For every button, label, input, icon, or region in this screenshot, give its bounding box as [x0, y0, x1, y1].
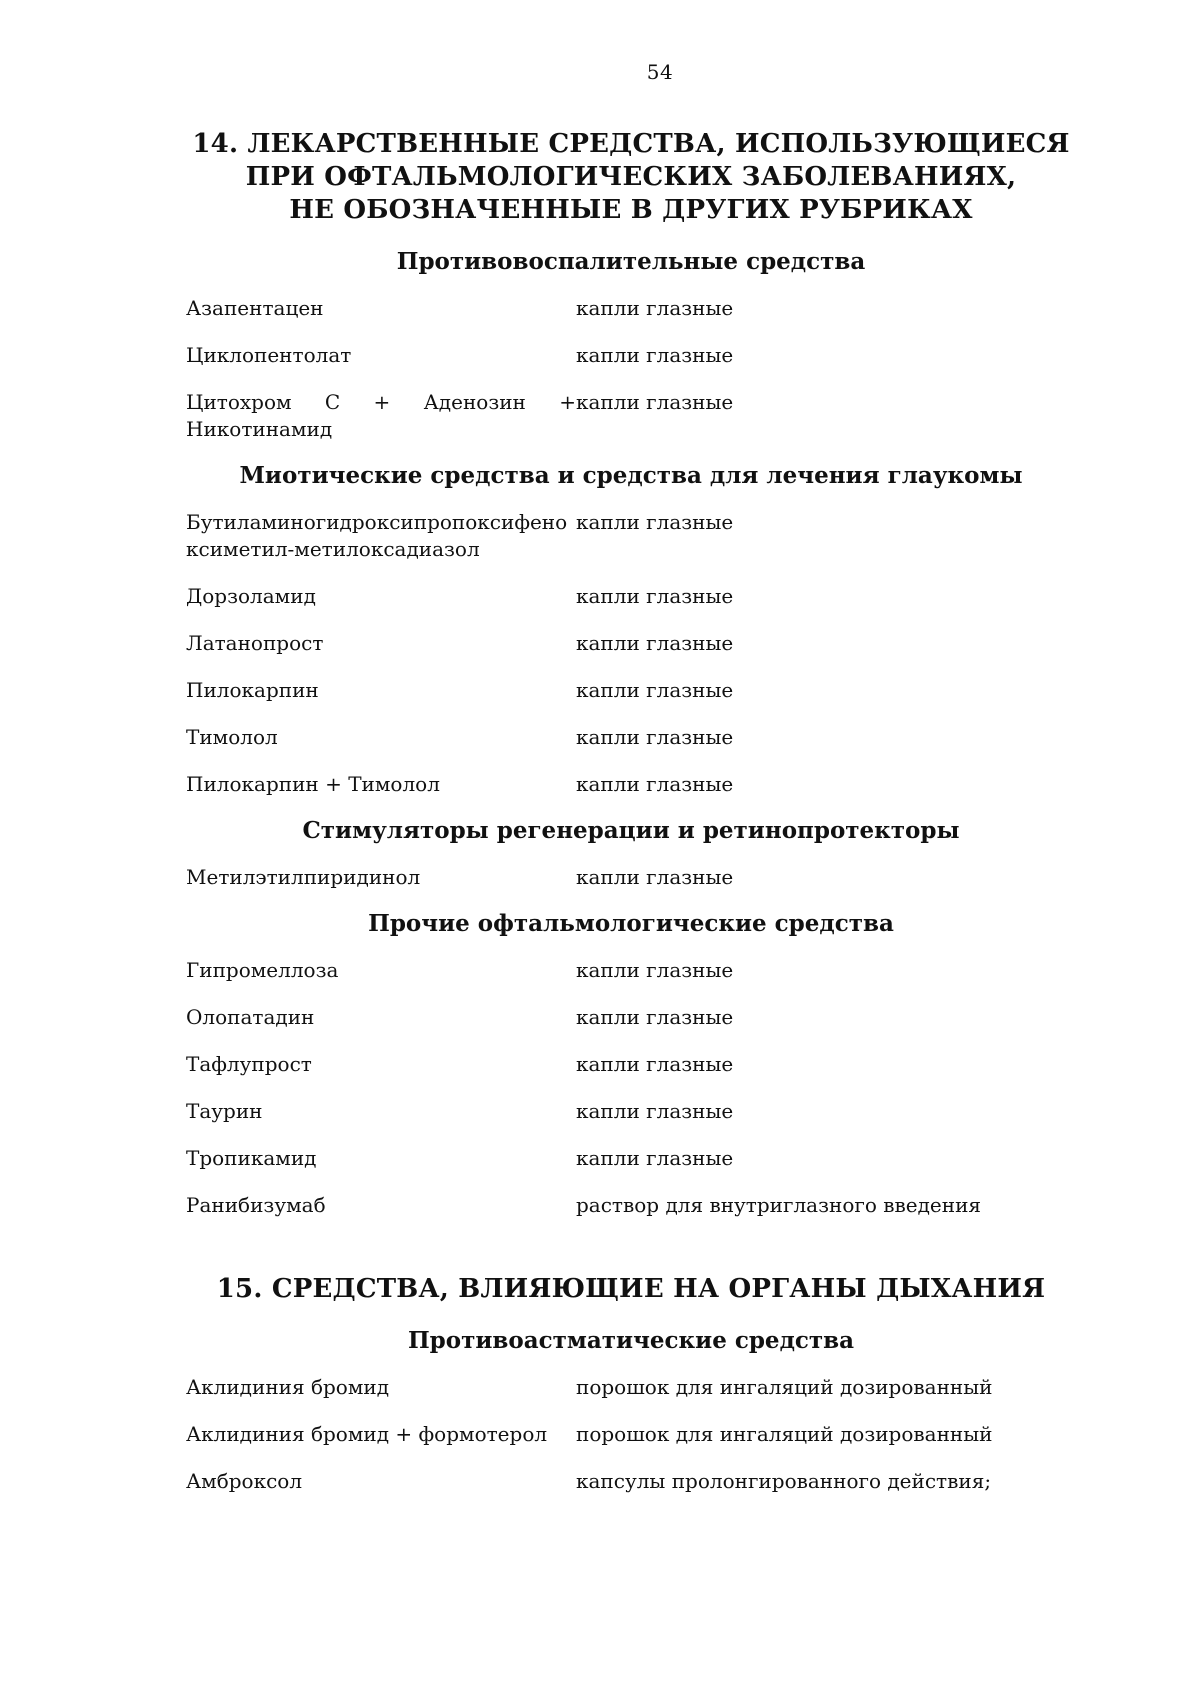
drug-entry: [186, 864, 1076, 891]
drug-name: Тропикамид: [186, 1146, 317, 1170]
drug-entry: [186, 1421, 1076, 1448]
chapter-title-line: ПРИ ОФТАЛЬМОЛОГИЧЕСКИХ ЗАБОЛЕВАНИЯХ,: [245, 162, 1017, 192]
drug-form: капли глазные: [576, 772, 734, 796]
drug-name: Латанопрост: [186, 631, 324, 655]
chapter-title: [186, 128, 1076, 227]
drug-form: порошок для ингаляций дозированный: [576, 1375, 993, 1399]
drug-entry: [186, 771, 1076, 798]
drug-name: Тимолол: [186, 725, 278, 749]
drug-entry: [186, 389, 1076, 443]
drug-name: Азапентацен: [186, 296, 324, 320]
drug-form: капли глазные: [576, 958, 734, 982]
drug-entry: [186, 724, 1076, 751]
page-content: [186, 128, 1076, 1495]
drug-name: Дорзоламид: [186, 584, 316, 608]
drug-entry: [186, 1192, 1076, 1219]
section-title: Миотические средства и средства для лечения глаукомы: [239, 462, 1023, 489]
drug-entry: [186, 342, 1076, 369]
drug-entry: [186, 957, 1076, 984]
drug-form: капли глазные: [576, 631, 734, 655]
drug-name: Бутиламиногидроксипропоксифеноксиметил-метилоксадиазол: [186, 510, 568, 561]
drug-name: Олопатадин: [186, 1005, 315, 1029]
drug-entry: [186, 1004, 1076, 1031]
section-title: Противовоспалительные средства: [396, 248, 866, 275]
chapter-title-line: НЕ ОБОЗНАЧЕННЫЕ В ДРУГИХ РУБРИКАХ: [289, 195, 973, 225]
drug-form: капли глазные: [576, 1005, 734, 1029]
drug-form: раствор для внутриглазного введения: [576, 1193, 982, 1217]
drug-entry: [186, 1098, 1076, 1125]
drug-name: Аклидиния бромид: [186, 1375, 390, 1399]
chapter-title-line: 14. ЛЕКАРСТВЕННЫЕ СРЕДСТВА, ИСПОЛЬЗУЮЩИЕСЯ: [192, 129, 1070, 159]
drug-form: капли глазные: [576, 510, 734, 534]
chapter-title: [186, 1273, 1076, 1306]
drug-form: капли глазные: [576, 1146, 734, 1170]
drug-entry: [186, 295, 1076, 322]
drug-form: капли глазные: [576, 390, 734, 414]
drug-form: капли глазные: [576, 865, 734, 889]
drug-name: Амброксол: [186, 1469, 303, 1493]
drug-entry: [186, 1468, 1076, 1495]
chapter-title-line: 15. СРЕДСТВА, ВЛИЯЮЩИЕ НА ОРГАНЫ ДЫХАНИЯ: [216, 1274, 1046, 1304]
drug-name: Циклопентолат: [186, 343, 352, 367]
drug-entry: [186, 630, 1076, 657]
drug-name: Аклидиния бромид + формотерол: [186, 1422, 548, 1446]
section-title: Стимуляторы регенерации и ретинопротекторы: [302, 817, 960, 844]
drug-entry: [186, 509, 1076, 563]
drug-form: капли глазные: [576, 296, 734, 320]
drug-form: порошок для ингаляций дозированный: [576, 1422, 993, 1446]
drug-name: Ранибизумаб: [186, 1193, 326, 1217]
drug-entry: [186, 1374, 1076, 1401]
drug-entry: [186, 677, 1076, 704]
drug-name: Тафлупрост: [186, 1052, 312, 1076]
drug-entry: [186, 583, 1076, 610]
drug-name: Пилокарпин + Тимолол: [186, 772, 440, 796]
drug-form: капли глазные: [576, 584, 734, 608]
drug-entry: [186, 1051, 1076, 1078]
drug-name: Метилэтилпиридинол: [186, 865, 421, 889]
drug-form: капли глазные: [576, 725, 734, 749]
drug-form: капли глазные: [576, 343, 734, 367]
section-title: Прочие офтальмологические средства: [368, 910, 894, 937]
drug-name: Цитохром С + Аденозин + Никотинамид: [186, 390, 576, 441]
drug-entry: [186, 1145, 1076, 1172]
drug-form: капсулы пролонгированного действия;: [576, 1469, 992, 1493]
drug-form: капли глазные: [576, 1099, 734, 1123]
section-title: Противоастматические средства: [407, 1327, 855, 1354]
page-number: 54: [646, 60, 674, 84]
drug-name: Гипромеллоза: [186, 958, 339, 982]
drug-name: Таурин: [186, 1099, 263, 1123]
drug-form: капли глазные: [576, 678, 734, 702]
drug-name: Пилокарпин: [186, 678, 319, 702]
drug-form: капли глазные: [576, 1052, 734, 1076]
